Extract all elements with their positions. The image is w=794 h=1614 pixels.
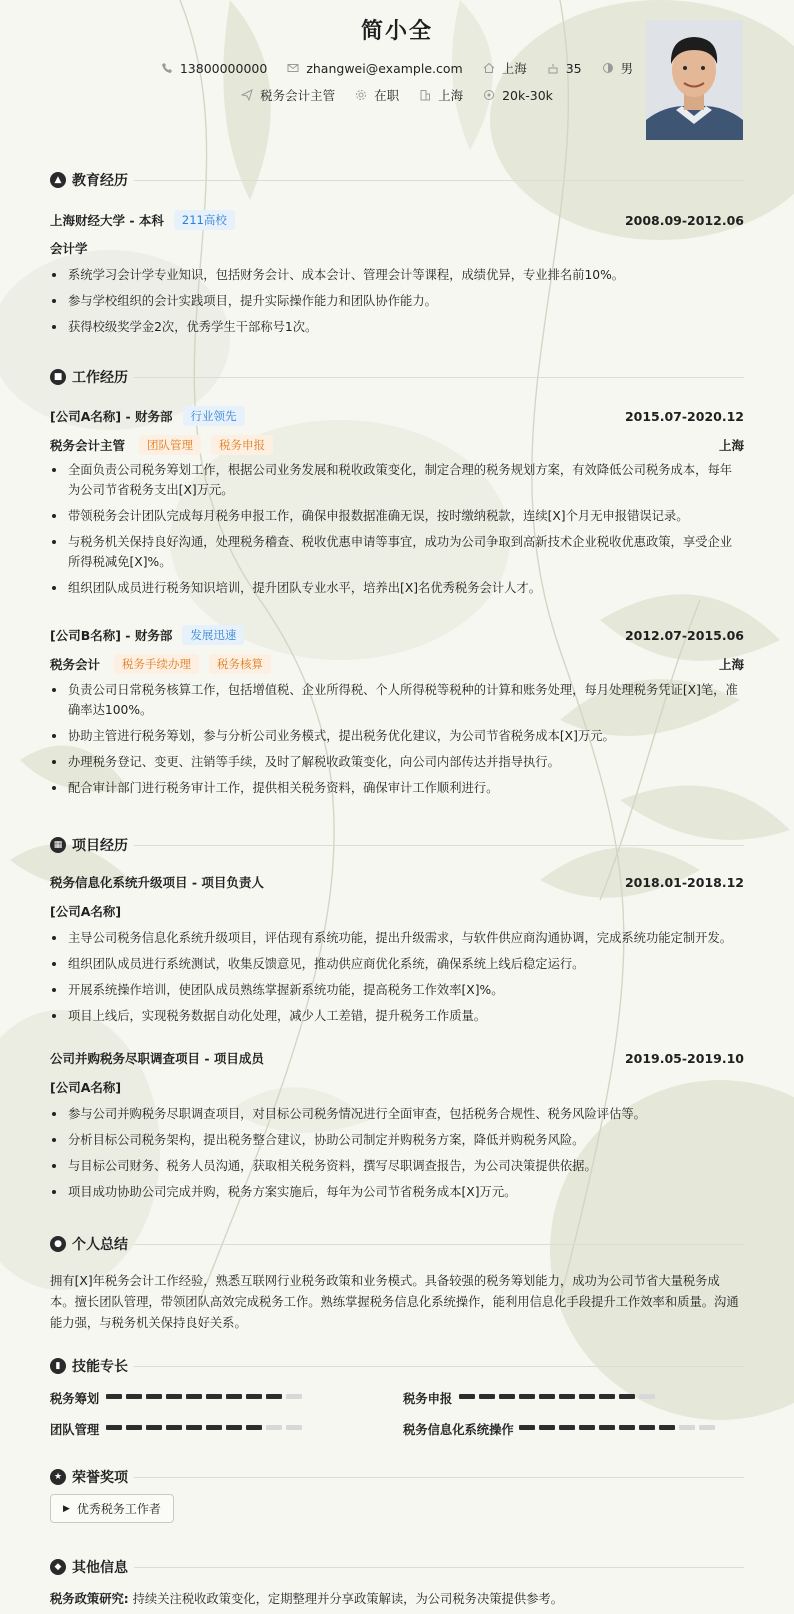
skill-segment-filled: [146, 1425, 162, 1430]
list-item: 分析目标公司税务架构，提出税务整合建议，协助公司制定并购税务方案，降低并购税务风险。: [50, 1130, 744, 1150]
skill-name: 团队管理: [50, 1423, 100, 1437]
briefcase-icon: ■: [50, 369, 66, 385]
position-item: [241, 86, 335, 104]
gender-text: 男: [620, 61, 634, 76]
people-icon: ◆: [50, 1559, 66, 1575]
target-city-item: [419, 86, 463, 104]
project-name: 税务信息化系统升级项目 - 项目负责人: [50, 875, 264, 890]
school-tag: 211高校: [174, 210, 235, 230]
section-divider: [134, 377, 744, 378]
skill-segment-empty: [286, 1425, 302, 1430]
job-period: 2012.07-2015.06: [624, 627, 744, 643]
list-item: 系统学习会计学专业知识，包括财务会计、成本会计、管理会计等课程，成绩优异，专业排名前10%。: [50, 265, 744, 285]
list-item: 组织团队成员进行税务知识培训，提升团队专业水平，培养出[X]名优秀税务会计人才。: [50, 578, 744, 598]
list-item: 带领税务会计团队完成每月税务申报工作，确保申报数据准确无误，按时缴纳税款，连续[X]个月无申报错误记录。: [50, 506, 744, 526]
job-role-row: [50, 654, 744, 674]
company-tag: 行业领先: [183, 406, 245, 426]
job-location: 上海: [718, 438, 744, 453]
list-item: 主导公司税务信息化系统升级项目，评估现有系统功能，提出升级需求，与软件供应商沟通协调，完成系统功能定制开发。: [50, 928, 744, 948]
job-header: [50, 625, 744, 645]
project-company-row: [50, 1078, 744, 1096]
other-text: 持续关注税收政策变化，定期整理并分享政策解读，为公司税务决策提供参考。: [132, 1592, 564, 1606]
age-item: [547, 61, 582, 76]
skill-segment-filled: [186, 1394, 202, 1399]
company-name: [公司A名称] - 财务部: [50, 409, 173, 424]
skill-segment-filled: [126, 1425, 142, 1430]
list-item: 全面负责公司税务筹划工作，根据公司业务发展和税收政策变化，制定合理的税务规划方案，有效降低公司税务成本，每年为公司节省税务支出[X]万元。: [50, 460, 744, 500]
user-icon: ●: [50, 1236, 66, 1252]
section-divider: [134, 1244, 744, 1245]
skill-item: [403, 1389, 452, 1407]
list-item: 配合审计部门进行税务审计工作，提供相关税务资料，确保审计工作顺利进行。: [50, 778, 744, 798]
project-period: 2019.05-2019.10: [624, 1050, 744, 1066]
mail-icon: [287, 62, 299, 74]
skill-segment-filled: [126, 1394, 142, 1399]
skill-segment-filled: [266, 1394, 282, 1399]
skill-segment-filled: [246, 1394, 262, 1399]
skill-segment-filled: [539, 1394, 555, 1399]
skill-name: 税务筹划: [50, 1392, 100, 1406]
skill-segment-filled: [499, 1394, 515, 1399]
project-company: [公司A名称]: [50, 1080, 122, 1095]
project-period: 2018.01-2018.12: [624, 874, 744, 890]
skill-name: 税务申报: [403, 1392, 453, 1406]
skill-segment-filled: [166, 1394, 182, 1399]
skill-segment-filled: [166, 1425, 182, 1430]
skill-segment-filled: [479, 1394, 495, 1399]
job-location: 上海: [718, 657, 744, 672]
salary-item: [483, 88, 553, 103]
skill-name: 税务信息化系统操作: [403, 1423, 514, 1437]
other-title-text: 其他信息: [72, 1560, 128, 1576]
skill-segment-filled: [639, 1425, 655, 1430]
candidate-name: 简小全: [360, 19, 433, 44]
skill-segment-filled: [579, 1394, 595, 1399]
building-icon: [419, 89, 431, 101]
skill-segment-empty: [679, 1425, 695, 1430]
skill-segment-filled: [599, 1425, 615, 1430]
list-item: 参与公司并购税务尽职调查项目，对目标公司税务情况进行全面审查，包括税务合规性、税务风险评估等。: [50, 1104, 744, 1124]
award-chip: [50, 1494, 174, 1523]
status-item: [355, 86, 399, 104]
skill-segment-filled: [106, 1394, 122, 1399]
job-role: 税务会计: [50, 657, 101, 672]
skill-segment-filled: [106, 1425, 122, 1430]
work-title-text: 工作经历: [72, 370, 128, 386]
education-header: [50, 210, 744, 230]
work-section-title: [50, 367, 128, 387]
gender-icon: [602, 62, 614, 74]
award-name: 优秀税务工作者: [76, 1502, 161, 1516]
skill-segment-filled: [599, 1394, 615, 1399]
chart-icon: ▮: [50, 1358, 66, 1374]
skill-segment-filled: [659, 1425, 675, 1430]
skill-segment-empty: [266, 1425, 282, 1430]
summary-text: 拥有[X]年税务会计工作经验，熟悉互联网行业税务政策和业务模式。具备较强的税务筹划能力，成功为公司节省大量税务成本。擅长团队管理，带领团队高效完成税务工作。熟练掌握税务信息化系统操作，能利用信息化手段提升工作效率和质量。沟通能力强，与税务机关保持良好关系。: [50, 1274, 739, 1330]
education-title-text: 教育经历: [72, 173, 128, 189]
skill-segment-empty: [699, 1425, 715, 1430]
skill-level-bar: [459, 1394, 659, 1399]
trophy-icon: ★: [50, 1469, 66, 1485]
skill-segment-filled: [539, 1425, 555, 1430]
project-section-title: [50, 835, 128, 855]
education-bullets: [50, 265, 744, 343]
role-tag: 税务手续办理: [114, 654, 199, 674]
cake-icon: [547, 62, 559, 74]
project-company: [公司A名称]: [50, 904, 122, 919]
status-text: 在职: [374, 88, 400, 103]
skill-segment-filled: [206, 1394, 222, 1399]
honors-section-title: [50, 1467, 128, 1487]
skill-segment-filled: [519, 1394, 535, 1399]
skills-title-text: 技能专长: [72, 1359, 128, 1375]
skill-segment-filled: [186, 1425, 202, 1430]
age-text: 35: [565, 60, 582, 76]
list-item: 办理税务登记、变更、注销等手续，及时了解税收政策变化，向公司内部传达并指导执行。: [50, 752, 744, 772]
job-bullets: [50, 680, 744, 804]
section-divider: [134, 1567, 744, 1568]
skill-segment-filled: [226, 1425, 242, 1430]
education-period: 2008.09-2012.06: [624, 212, 744, 228]
list-item: 协助主管进行税务筹划，参与分析公司业务模式，提出税务优化建议，为公司节省税务成本[X]万元。: [50, 726, 744, 746]
major-name: 会计学: [50, 241, 88, 256]
project-bullets: [50, 1104, 744, 1208]
project-company-row: [50, 902, 744, 920]
role-tag: 税务申报: [211, 435, 273, 455]
phone-text: 13800000000: [179, 60, 268, 76]
skill-segment-filled: [559, 1425, 575, 1430]
job-header: [50, 406, 744, 426]
email-item: [287, 61, 462, 76]
section-divider: [134, 1477, 744, 1478]
skill-segment-filled: [226, 1394, 242, 1399]
email-text: zhangwei@example.com: [306, 60, 463, 76]
summary-section-title: [50, 1234, 128, 1254]
skills-section-title: [50, 1356, 128, 1376]
list-item: 组织团队成员进行系统测试，收集反馈意见，推动供应商优化系统，确保系统上线后稳定运行。: [50, 954, 744, 974]
list-item: 参与学校组织的会计实践项目，提升实际操作能力和团队协作能力。: [50, 291, 744, 311]
city-text: 上海: [501, 61, 527, 76]
skill-segment-filled: [246, 1425, 262, 1430]
profile-photo: [646, 20, 743, 140]
role-tag: 税务核算: [209, 654, 271, 674]
list-item: 与税务机关保持良好沟通，处理税务稽查、税收优惠申请等事宜，成功为公司争取到高新技术企业税收优惠政策，享受企业所得税减免[X]%。: [50, 532, 744, 572]
section-divider: [134, 180, 744, 181]
job-bullets: [50, 460, 744, 604]
list-item: 项目上线后，实现税务数据自动化处理，减少人工差错，提升税务工作质量。: [50, 1006, 744, 1026]
list-item: 与目标公司财务、税务人员沟通，获取相关税务资料，撰写尽职调查报告，为公司决策提供依据。: [50, 1156, 744, 1176]
section-divider: [134, 1366, 744, 1367]
job-role-row: [50, 435, 744, 455]
skill-segment-filled: [519, 1425, 535, 1430]
home-icon: [483, 62, 495, 74]
skill-item: [50, 1389, 99, 1407]
skill-level-bar: [519, 1425, 719, 1430]
skill-segment-filled: [459, 1394, 475, 1399]
skill-segment-filled: [619, 1425, 635, 1430]
job-period: 2015.07-2020.12: [624, 408, 744, 424]
company-tag: 发展迅速: [182, 625, 244, 645]
list-item: 开展系统操作培训，使团队成员熟练掌握新系统功能，提高税务工作效率[X]%。: [50, 980, 744, 1000]
role-tag: 团队管理: [139, 435, 201, 455]
project-name: 公司并购税务尽职调查项目 - 项目成员: [50, 1051, 264, 1066]
education-section-title: [50, 170, 128, 190]
summary-title-text: 个人总结: [72, 1237, 128, 1253]
project-bullets: [50, 928, 744, 1032]
position-text: 税务会计主管: [260, 88, 336, 103]
company-name: [公司B名称] - 财务部: [50, 628, 173, 643]
phone-item: [161, 61, 267, 76]
send-icon: [241, 89, 253, 101]
skill-item: [403, 1420, 514, 1438]
grid-icon: ▦: [50, 837, 66, 853]
gear-icon: [355, 89, 367, 101]
major-row: [50, 239, 744, 257]
other-label: 税务政策研究:: [50, 1592, 129, 1606]
coin-icon: [483, 89, 495, 101]
list-item: 负责公司日常税务核算工作，包括增值税、企业所得税、个人所得税等税种的计算和账务处理，每月处理税务凭证[X]笔，准确率达100%。: [50, 680, 744, 720]
section-divider: [134, 845, 744, 846]
job-role: 税务会计主管: [50, 438, 126, 453]
play-icon: ▶: [63, 1503, 70, 1514]
skill-segment-filled: [619, 1394, 635, 1399]
list-item: 获得校级奖学金2次，优秀学生干部称号1次。: [50, 317, 744, 337]
skill-segment-filled: [579, 1425, 595, 1430]
skill-segment-filled: [146, 1394, 162, 1399]
target-city-text: 上海: [438, 88, 464, 103]
city-item: [483, 59, 527, 77]
school-name: 上海财经大学 - 本科: [50, 213, 164, 228]
project-title-text: 项目经历: [72, 838, 128, 854]
other-info-row: [50, 1589, 563, 1607]
skill-segment-filled: [206, 1425, 222, 1430]
other-section-title: [50, 1557, 128, 1577]
skill-segment-filled: [559, 1394, 575, 1399]
gender-item: [602, 59, 634, 77]
skill-level-bar: [106, 1394, 306, 1399]
salary-text: 20k-30k: [502, 87, 553, 103]
honors-title-text: 荣誉奖项: [72, 1470, 128, 1486]
skill-level-bar: [106, 1425, 306, 1430]
project-header: [50, 873, 744, 891]
skill-segment-empty: [286, 1394, 302, 1399]
skill-item: [50, 1420, 99, 1438]
graduation-cap-icon: ▲: [50, 172, 66, 188]
list-item: 项目成功协助公司完成并购，税务方案实施后，每年为公司节省税务成本[X]万元。: [50, 1182, 744, 1202]
project-header: [50, 1049, 744, 1067]
phone-icon: [161, 62, 173, 74]
skill-segment-empty: [639, 1394, 655, 1399]
